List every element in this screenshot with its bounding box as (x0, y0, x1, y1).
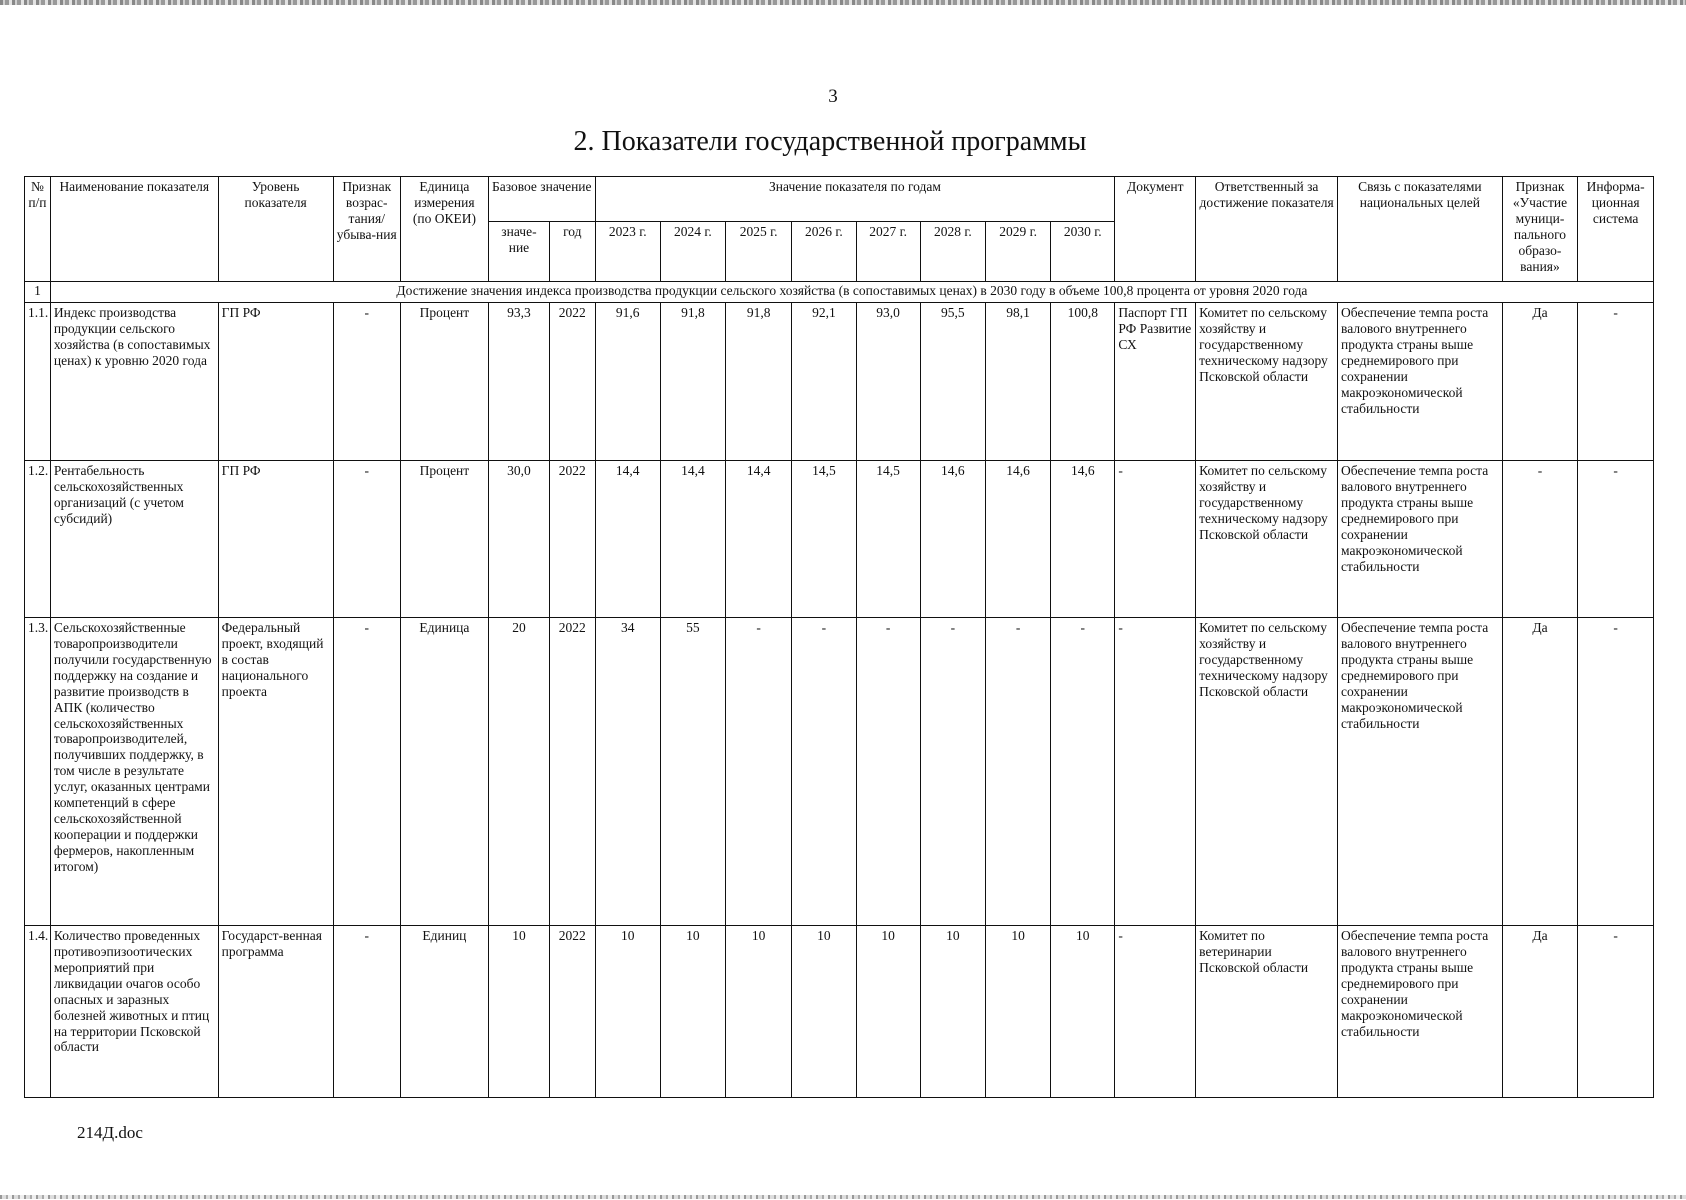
row-base-year: 2022 (550, 303, 596, 461)
page-number: 3 (828, 86, 838, 107)
row-info-system: - (1578, 303, 1654, 461)
row-info-system: - (1578, 461, 1654, 618)
row-trend: - (333, 461, 400, 618)
row-year-value: - (856, 618, 920, 926)
header-unit: Единица измерения (по ОКЕИ) (400, 177, 488, 282)
row-year-value: 93,0 (856, 303, 920, 461)
table-row (25, 461, 1654, 618)
header-responsible: Ответственный за достижение показателя (1196, 177, 1338, 282)
row-year-value: 91,8 (660, 303, 725, 461)
footer-filename: 214Д.doc (77, 1123, 143, 1142)
row-level: ГП РФ (218, 303, 333, 461)
row-unit: Процент (400, 303, 488, 461)
row-base-value: 10 (488, 926, 549, 1098)
row-unit: Единиц (400, 926, 488, 1098)
row-year-value: - (1051, 618, 1115, 926)
header-year: 2024 г. (660, 222, 725, 282)
row-level: Государст-венная программа (218, 926, 333, 1098)
row-num: 1.4. (25, 926, 51, 1098)
row-year-value: - (920, 618, 985, 926)
row-year-value: 34 (595, 618, 660, 926)
header-name: Наименование показателя (50, 177, 218, 282)
indicators-table (24, 176, 1654, 1098)
goal-text: Достижение значения индекса производства продукции сельского хозяйства (в сопоставимых ценах) в 2030 году в объеме 100,8 процента от уровня 2020 года (50, 282, 1653, 303)
row-year-value: 10 (660, 926, 725, 1098)
row-trend: - (333, 303, 400, 461)
header-year: 2030 г. (1051, 222, 1115, 282)
table-row (25, 926, 1654, 1098)
row-document: Паспорт ГП РФ Развитие СХ (1115, 303, 1196, 461)
row-name: Индекс производства продукции сельского хозяйства (в сопоставимых ценах) к уровню 2020 года (50, 303, 218, 461)
row-responsible: Комитет по сельскому хозяйству и государственному техническому надзору Псковской области (1196, 303, 1338, 461)
row-year-value: 10 (920, 926, 985, 1098)
row-year-value: - (792, 618, 856, 926)
header-year: 2028 г. (920, 222, 985, 282)
row-link: Обеспечение темпа роста валового внутреннего продукта страны выше среднемирового при сохранении макроэкономической стабильности (1338, 926, 1503, 1098)
header-year: 2025 г. (726, 222, 792, 282)
header-info-system: Информа-ционная система (1578, 177, 1654, 282)
row-trend: - (333, 618, 400, 926)
row-responsible: Комитет по ветеринарии Псковской области (1196, 926, 1338, 1098)
row-document: - (1115, 461, 1196, 618)
table-row (25, 618, 1654, 926)
row-base-value: 20 (488, 618, 549, 926)
row-year-value: 10 (726, 926, 792, 1098)
row-year-value: 98,1 (985, 303, 1050, 461)
header-municipal: Признак «Участие муници-пального образо-вания» (1502, 177, 1578, 282)
row-year-value: 91,6 (595, 303, 660, 461)
row-year-value: 10 (595, 926, 660, 1098)
scan-edge-top (0, 0, 1686, 5)
header-year: 2027 г. (856, 222, 920, 282)
header-year: 2029 г. (985, 222, 1050, 282)
row-year-value: 14,5 (856, 461, 920, 618)
row-year-value: - (726, 618, 792, 926)
row-unit: Единица (400, 618, 488, 926)
row-year-value: 10 (985, 926, 1050, 1098)
row-level: ГП РФ (218, 461, 333, 618)
table-row (25, 303, 1654, 461)
row-municipal: Да (1502, 618, 1578, 926)
row-base-value: 30,0 (488, 461, 549, 618)
row-num: 1.1. (25, 303, 51, 461)
row-num: 1.3. (25, 618, 51, 926)
row-name: Сельскохозяйственные товаропроизводители получили государственную поддержку на создание и развитие производств в АПК (количество сельскохозяйственных товаропроизводителей, получивших поддержку, в том числе в результате услуг, оказанных центрами компетенций в сфере сельскохозяйственной кооперации и поддержки фермеров, накопленным итогом) (50, 618, 218, 926)
header-row-1 (25, 177, 1654, 222)
row-year-value: 14,6 (920, 461, 985, 618)
row-municipal: Да (1502, 303, 1578, 461)
row-info-system: - (1578, 926, 1654, 1098)
row-year-value: 100,8 (1051, 303, 1115, 461)
goal-num: 1 (25, 282, 51, 303)
header-base-year: год (550, 222, 596, 282)
row-level: Федеральный проект, входящий в состав национального проекта (218, 618, 333, 926)
row-name: Рентабельность сельскохозяйственных организаций (с учетом субсидий) (50, 461, 218, 618)
row-year-value: 91,8 (726, 303, 792, 461)
header-base-value: значе-ние (488, 222, 549, 282)
row-document: - (1115, 618, 1196, 926)
header-trend: Признак возрас-тания/ убыва-ния (333, 177, 400, 282)
goal-row (25, 282, 1654, 303)
row-municipal: - (1502, 461, 1578, 618)
row-year-value: 14,6 (985, 461, 1050, 618)
row-year-value: - (985, 618, 1050, 926)
row-year-value: 10 (1051, 926, 1115, 1098)
row-responsible: Комитет по сельскому хозяйству и государственному техническому надзору Псковской области (1196, 618, 1338, 926)
row-year-value: 10 (856, 926, 920, 1098)
row-base-year: 2022 (550, 926, 596, 1098)
row-link: Обеспечение темпа роста валового внутреннего продукта страны выше среднемирового при сохранении макроэкономической стабильности (1338, 461, 1503, 618)
row-name: Количество проведенных противоэпизоотических мероприятий при ликвидации очагов особо опасных и заразных болезней животных и птиц на территории Псковской области (50, 926, 218, 1098)
page-title: 2. Показатели государственной программы (573, 126, 1087, 157)
row-unit: Процент (400, 461, 488, 618)
header-year: 2023 г. (595, 222, 660, 282)
header-num: № п/п (25, 177, 51, 282)
row-year-value: 14,4 (660, 461, 725, 618)
row-link: Обеспечение темпа роста валового внутреннего продукта страны выше среднемирового при сохранении макроэкономической стабильности (1338, 303, 1503, 461)
row-responsible: Комитет по сельскому хозяйству и государственному техническому надзору Псковской области (1196, 461, 1338, 618)
row-link: Обеспечение темпа роста валового внутреннего продукта страны выше среднемирового при сохранении макроэкономической стабильности (1338, 618, 1503, 926)
header-link: Связь с показателями национальных целей (1338, 177, 1503, 282)
header-level: Уровень показателя (218, 177, 333, 282)
row-municipal: Да (1502, 926, 1578, 1098)
row-info-system: - (1578, 618, 1654, 926)
header-document: Документ (1115, 177, 1196, 282)
header-year: 2026 г. (792, 222, 856, 282)
row-year-value: 55 (660, 618, 725, 926)
row-year-value: 14,4 (726, 461, 792, 618)
row-year-value: 95,5 (920, 303, 985, 461)
row-year-value: 14,4 (595, 461, 660, 618)
row-base-year: 2022 (550, 618, 596, 926)
header-base: Базовое значение (488, 177, 595, 222)
row-trend: - (333, 926, 400, 1098)
scan-edge-bottom (0, 1195, 1686, 1199)
header-years-group: Значение показателя по годам (595, 177, 1115, 222)
row-document: - (1115, 926, 1196, 1098)
row-year-value: 14,5 (792, 461, 856, 618)
row-year-value: 10 (792, 926, 856, 1098)
row-year-value: 92,1 (792, 303, 856, 461)
row-base-value: 93,3 (488, 303, 549, 461)
row-base-year: 2022 (550, 461, 596, 618)
row-num: 1.2. (25, 461, 51, 618)
row-year-value: 14,6 (1051, 461, 1115, 618)
